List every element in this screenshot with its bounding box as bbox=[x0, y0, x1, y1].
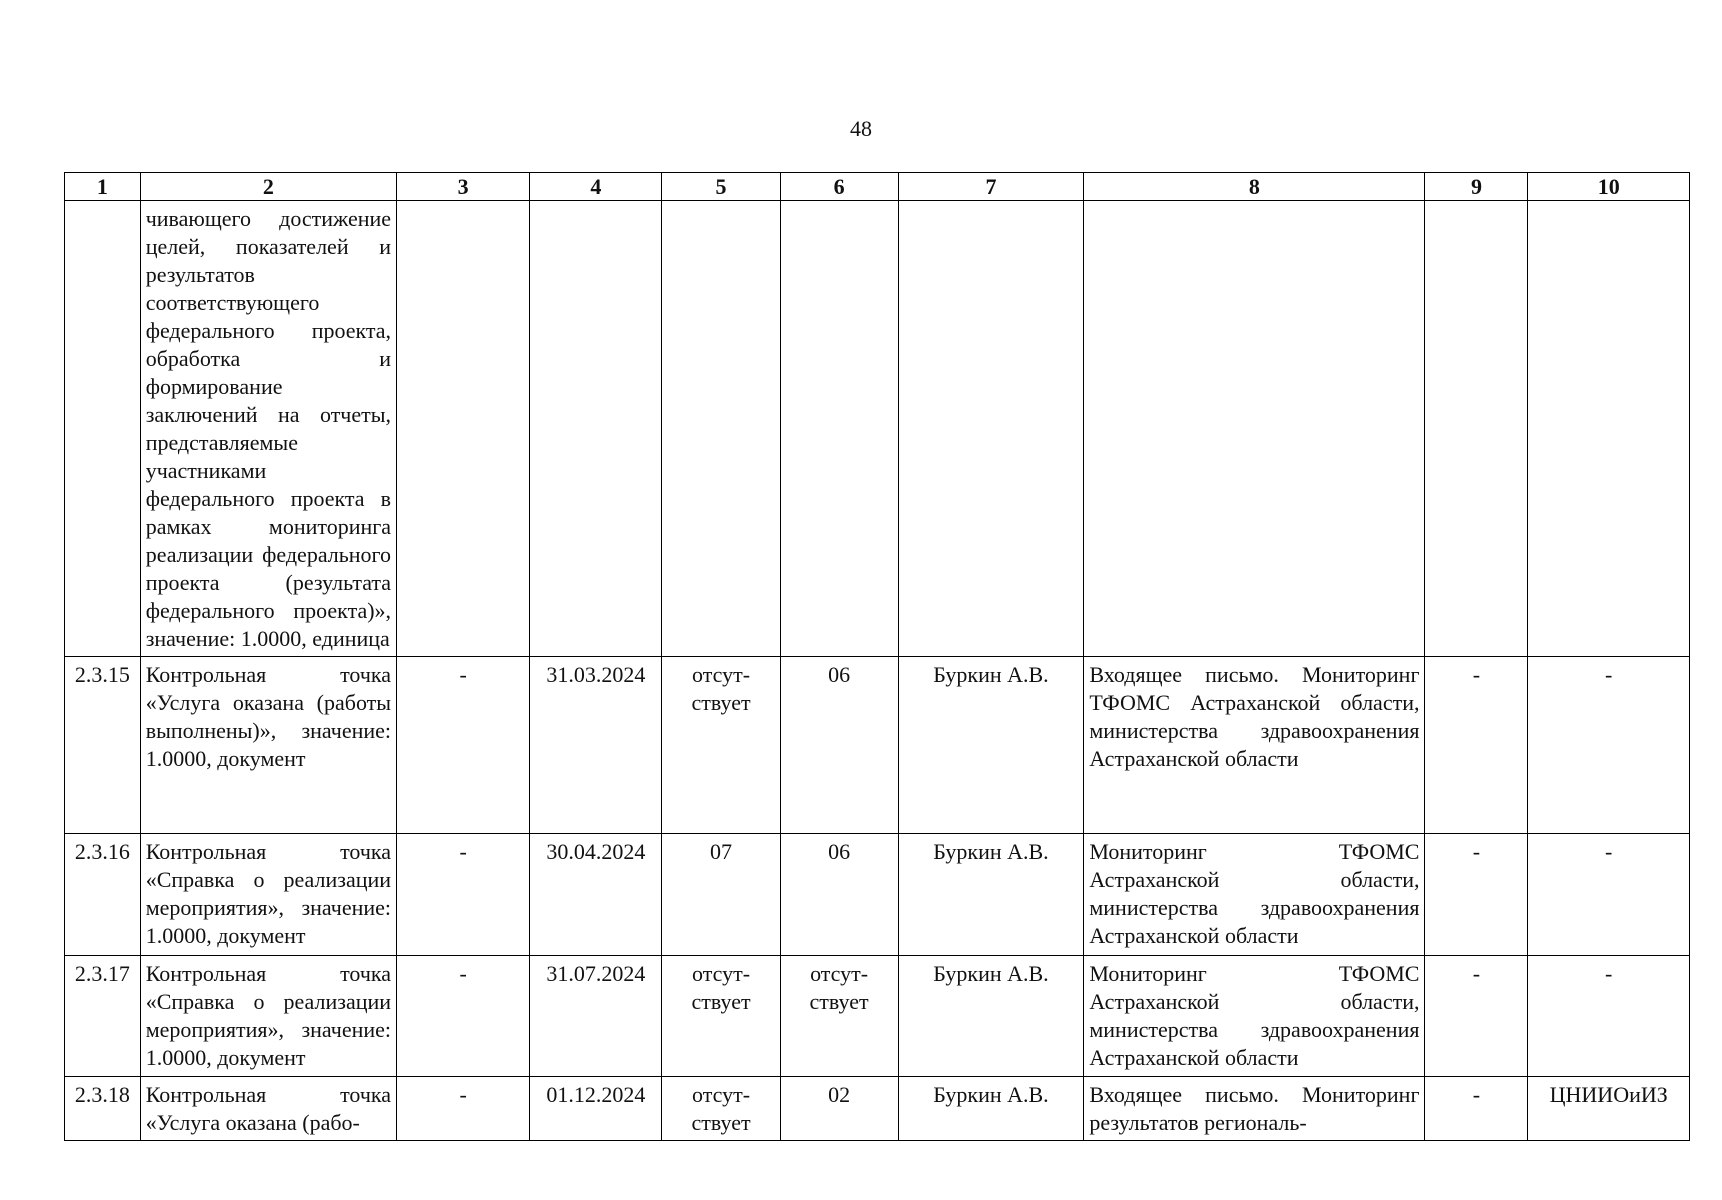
cell-col3: - bbox=[397, 956, 530, 1077]
cell-date: 01.12.2024 bbox=[530, 1077, 662, 1141]
row-number bbox=[65, 201, 141, 657]
table-row bbox=[65, 201, 1690, 657]
row-name: Контрольная точка «Справка о реализации мероприятия», значение: 1.0000, документ bbox=[140, 834, 396, 956]
column-header: 1 bbox=[65, 173, 141, 201]
cell-date: 31.03.2024 bbox=[530, 657, 662, 834]
row-number: 2.3.18 bbox=[65, 1077, 141, 1141]
table-row bbox=[65, 657, 1690, 834]
column-header: 5 bbox=[662, 173, 780, 201]
column-header: 9 bbox=[1425, 173, 1528, 201]
cell-col5 bbox=[662, 201, 780, 657]
column-header: 8 bbox=[1084, 173, 1425, 201]
cell-col3: - bbox=[397, 657, 530, 834]
cell-responsible: Буркин А.В. bbox=[898, 657, 1084, 834]
table-header-row bbox=[65, 173, 1690, 201]
cell-col10: - bbox=[1528, 834, 1690, 956]
cell-document: Мониторинг ТФОМС Астраханской области, министерства здравоохранения Астраханской области bbox=[1084, 956, 1425, 1077]
cell-responsible: Буркин А.В. bbox=[898, 956, 1084, 1077]
cell-responsible: Буркин А.В. bbox=[898, 1077, 1084, 1141]
cell-col9: - bbox=[1425, 657, 1528, 834]
cell-col6: 06 bbox=[780, 834, 898, 956]
cell-col5: отсут-ствует bbox=[662, 1077, 780, 1141]
column-header: 7 bbox=[898, 173, 1084, 201]
row-name: Контрольная точка «Услуга оказана (рабо- bbox=[140, 1077, 396, 1141]
cell-date: 30.04.2024 bbox=[530, 834, 662, 956]
cell-responsible: Буркин А.В. bbox=[898, 834, 1084, 956]
cell-col10 bbox=[1528, 201, 1690, 657]
cell-col9 bbox=[1425, 201, 1528, 657]
cell-col3 bbox=[397, 201, 530, 657]
cell-col6: 02 bbox=[780, 1077, 898, 1141]
cell-document: Входящее письмо. Мониторинг ТФОМС Астраханской области, министерства здравоохранения Астраханской области bbox=[1084, 657, 1425, 834]
cell-col9: - bbox=[1425, 834, 1528, 956]
cell-date bbox=[530, 201, 662, 657]
cell-col3: - bbox=[397, 834, 530, 956]
row-name: чивающего достижение целей, показателей и результатов соответствующего федерального проекта, обработка и формирование заключений на отчеты, представляемые участниками федерального проекта в рамках мониторинга реализации федерального проекта (результата федерального проекта)», значение: 1.0000, единица bbox=[140, 201, 396, 657]
cell-col9: - bbox=[1425, 956, 1528, 1077]
row-number: 2.3.15 bbox=[65, 657, 141, 834]
plan-table bbox=[64, 172, 1690, 1141]
cell-col6 bbox=[780, 201, 898, 657]
cell-responsible bbox=[898, 201, 1084, 657]
cell-document: Входящее письмо. Мониторинг результатов региональ- bbox=[1084, 1077, 1425, 1141]
row-number: 2.3.16 bbox=[65, 834, 141, 956]
cell-col10: - bbox=[1528, 956, 1690, 1077]
table-row bbox=[65, 1077, 1690, 1141]
column-header: 2 bbox=[140, 173, 396, 201]
cell-col10: ЦНИИОиИЗ bbox=[1528, 1077, 1690, 1141]
cell-col5: отсут-ствует bbox=[662, 956, 780, 1077]
table-row bbox=[65, 834, 1690, 956]
column-header: 10 bbox=[1528, 173, 1690, 201]
row-name: Контрольная точка «Услуга оказана (работы выполнены)», значение: 1.0000, документ bbox=[140, 657, 396, 834]
row-name: Контрольная точка «Справка о реализации мероприятия», значение: 1.0000, документ bbox=[140, 956, 396, 1077]
cell-col3: - bbox=[397, 1077, 530, 1141]
cell-col6: отсут-ствует bbox=[780, 956, 898, 1077]
cell-col6: 06 bbox=[780, 657, 898, 834]
cell-col5: 07 bbox=[662, 834, 780, 956]
cell-col10: - bbox=[1528, 657, 1690, 834]
column-header: 6 bbox=[780, 173, 898, 201]
page-number: 48 bbox=[850, 116, 872, 141]
cell-document: Мониторинг ТФОМС Астраханской области, министерства здравоохранения Астраханской области bbox=[1084, 834, 1425, 956]
cell-date: 31.07.2024 bbox=[530, 956, 662, 1077]
column-header: 3 bbox=[397, 173, 530, 201]
table-row bbox=[65, 956, 1690, 1077]
cell-document bbox=[1084, 201, 1425, 657]
row-number: 2.3.17 bbox=[65, 956, 141, 1077]
cell-col9: - bbox=[1425, 1077, 1528, 1141]
column-header: 4 bbox=[530, 173, 662, 201]
cell-col5: отсут-ствует bbox=[662, 657, 780, 834]
